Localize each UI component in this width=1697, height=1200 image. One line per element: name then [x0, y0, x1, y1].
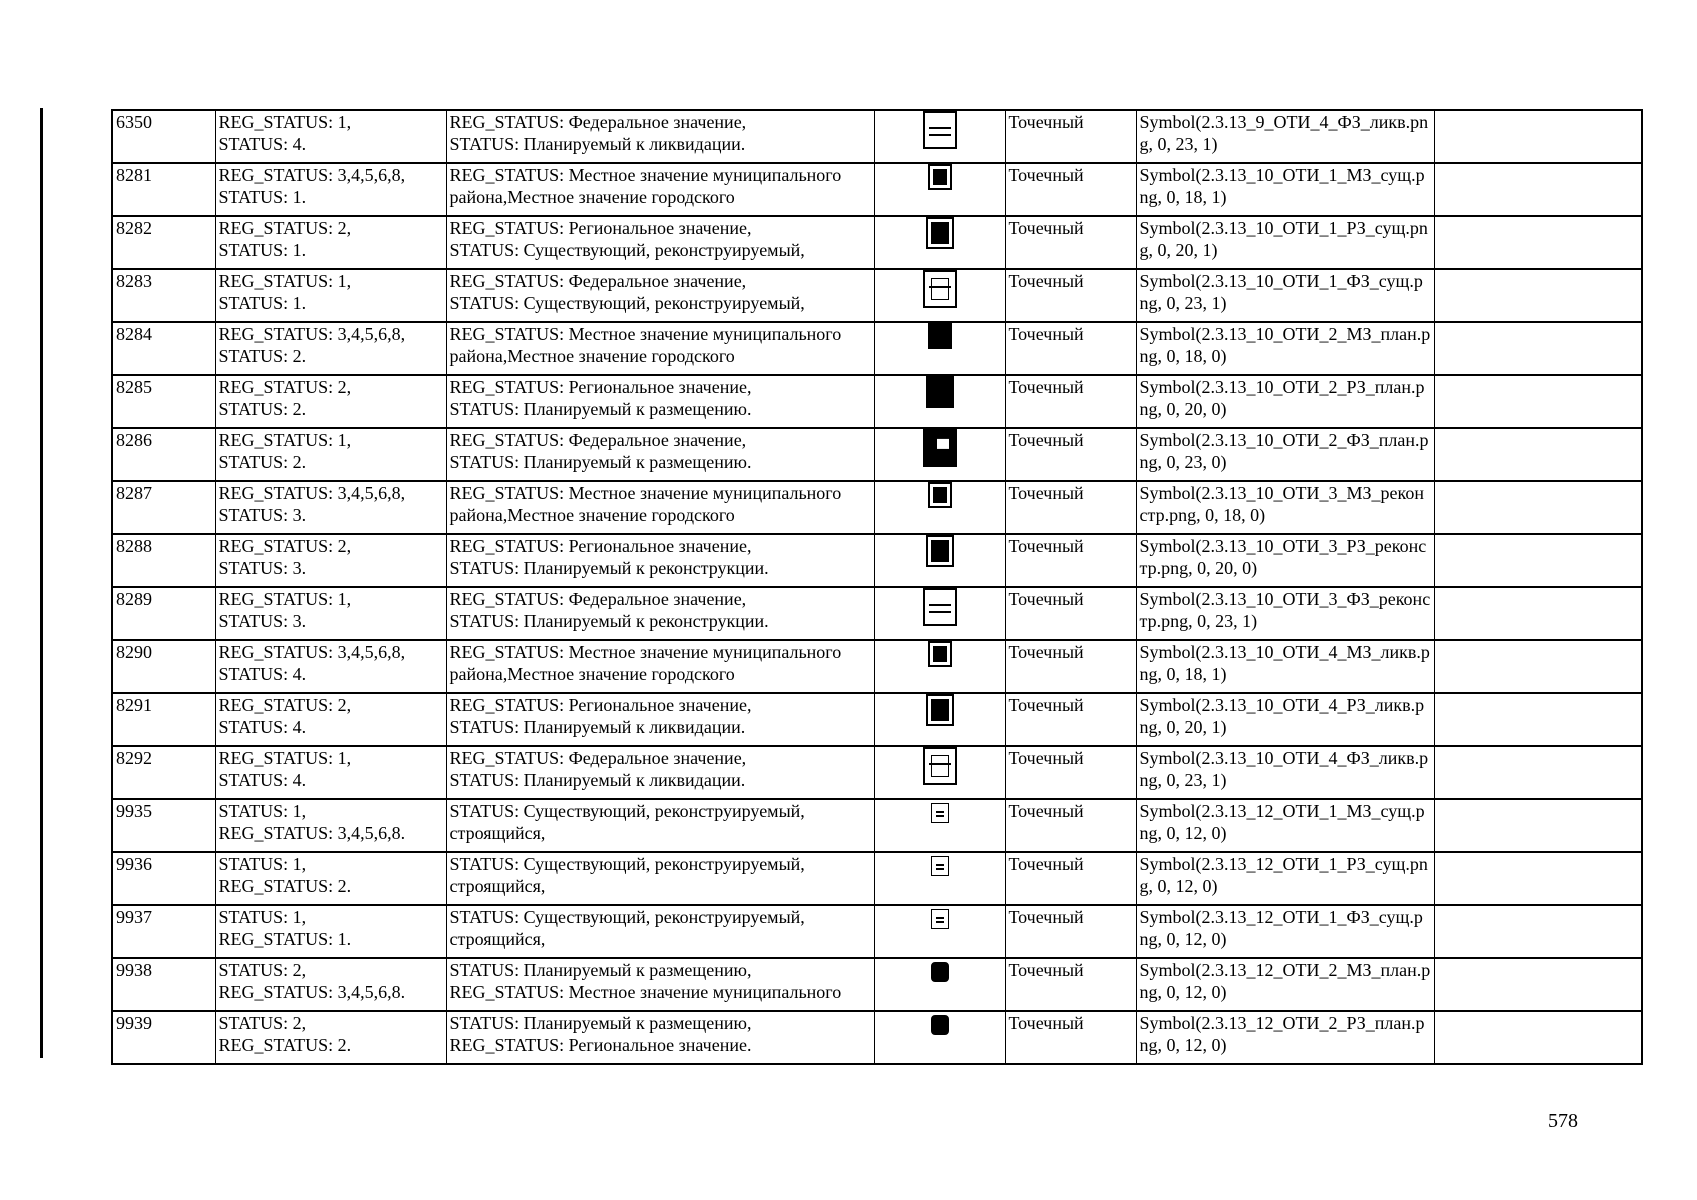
symbol-style-cell: Symbol(2.3.13_10_ОТИ_4_МЗ_ликв.png, 0, 18, 1) — [1136, 640, 1434, 693]
geometry-type-cell: Точечный — [1005, 481, 1136, 534]
table-row — [112, 746, 1642, 799]
small-regional-planned-symbol-icon — [931, 1015, 949, 1035]
symbol-cell — [874, 110, 1005, 163]
note-cell — [1434, 1011, 1642, 1064]
geometry-type-cell: Точечный — [1005, 905, 1136, 958]
symbol-cell — [874, 322, 1005, 375]
geometry-type-cell: Точечный — [1005, 110, 1136, 163]
note-cell — [1434, 481, 1642, 534]
geometry-type-cell: Точечный — [1005, 852, 1136, 905]
status-code-cell: STATUS: 1, REG_STATUS: 3,4,5,6,8. — [215, 799, 446, 852]
table-row — [112, 905, 1642, 958]
status-description-cell: REG_STATUS: Федеральное значение, STATUS: Планируемый к ликвидации. — [446, 746, 874, 799]
note-cell — [1434, 958, 1642, 1011]
symbol-style-cell: Symbol(2.3.13_10_ОТИ_2_РЗ_план.png, 0, 20, 0) — [1136, 375, 1434, 428]
small-federal-existing-symbol-icon — [931, 909, 949, 929]
note-cell — [1434, 587, 1642, 640]
status-code-cell: REG_STATUS: 1, STATUS: 4. — [215, 746, 446, 799]
note-cell — [1434, 640, 1642, 693]
table-row — [112, 958, 1642, 1011]
symbol-style-cell: Symbol(2.3.13_12_ОТИ_1_МЗ_сущ.png, 0, 12, 0) — [1136, 799, 1434, 852]
geometry-type-cell: Точечный — [1005, 746, 1136, 799]
row-id-cell: 8285 — [112, 375, 215, 428]
status-code-cell: REG_STATUS: 3,4,5,6,8, STATUS: 3. — [215, 481, 446, 534]
status-description-cell: STATUS: Существующий, реконструируемый, строящийся, — [446, 852, 874, 905]
symbol-style-cell: Symbol(2.3.13_10_ОТИ_3_РЗ_реконстр.png, 0, 20, 0) — [1136, 534, 1434, 587]
status-description-cell: REG_STATUS: Местное значение муниципального района,Местное значение городского — [446, 481, 874, 534]
status-description-cell: STATUS: Планируемый к размещению, REG_STATUS: Местное значение муниципального — [446, 958, 874, 1011]
symbol-cell — [874, 905, 1005, 958]
symbol-style-cell: Symbol(2.3.13_9_ОТИ_4_ФЗ_ликв.png, 0, 23, 1) — [1136, 110, 1434, 163]
status-code-cell: REG_STATUS: 1, STATUS: 2. — [215, 428, 446, 481]
geometry-type-cell: Точечный — [1005, 799, 1136, 852]
geometry-type-cell: Точечный — [1005, 958, 1136, 1011]
status-description-cell: STATUS: Существующий, реконструируемый, строящийся, — [446, 799, 874, 852]
note-cell — [1434, 375, 1642, 428]
row-id-cell: 8282 — [112, 216, 215, 269]
table-row — [112, 852, 1642, 905]
status-description-cell: REG_STATUS: Федеральное значение, STATUS: Планируемый к размещению. — [446, 428, 874, 481]
table-row — [112, 1011, 1642, 1064]
status-description-cell: REG_STATUS: Местное значение муниципального района,Местное значение городского — [446, 163, 874, 216]
table-row — [112, 428, 1642, 481]
table-row — [112, 322, 1642, 375]
local-planned-symbol-icon — [928, 323, 952, 349]
row-id-cell: 6350 — [112, 110, 215, 163]
geometry-type-cell: Точечный — [1005, 428, 1136, 481]
table-row — [112, 163, 1642, 216]
symbol-style-cell: Symbol(2.3.13_10_ОТИ_1_МЗ_сущ.png, 0, 18, 1) — [1136, 163, 1434, 216]
status-description-cell: REG_STATUS: Местное значение муниципального района,Местное значение городского — [446, 640, 874, 693]
regional-liquidation-symbol-icon — [926, 694, 954, 726]
status-code-cell: REG_STATUS: 1, STATUS: 1. — [215, 269, 446, 322]
symbol-style-cell: Symbol(2.3.13_10_ОТИ_4_ФЗ_ликв.png, 0, 23, 1) — [1136, 746, 1434, 799]
note-cell — [1434, 746, 1642, 799]
row-id-cell: 8281 — [112, 163, 215, 216]
symbol-cell — [874, 587, 1005, 640]
symbol-style-cell: Symbol(2.3.13_10_ОТИ_2_МЗ_план.png, 0, 18, 0) — [1136, 322, 1434, 375]
symbol-cell — [874, 375, 1005, 428]
status-code-cell: STATUS: 2, REG_STATUS: 3,4,5,6,8. — [215, 958, 446, 1011]
small-local-existing-symbol-icon — [931, 803, 949, 823]
status-description-cell: REG_STATUS: Местное значение муниципального района,Местное значение городского — [446, 322, 874, 375]
status-code-cell: REG_STATUS: 3,4,5,6,8, STATUS: 1. — [215, 163, 446, 216]
note-cell — [1434, 852, 1642, 905]
geometry-type-cell: Точечный — [1005, 322, 1136, 375]
table-row — [112, 110, 1642, 163]
note-cell — [1434, 799, 1642, 852]
status-code-cell: REG_STATUS: 3,4,5,6,8, STATUS: 4. — [215, 640, 446, 693]
table-row — [112, 693, 1642, 746]
symbol-style-cell: Symbol(2.3.13_10_ОТИ_3_МЗ_реконстр.png, 0, 18, 0) — [1136, 481, 1434, 534]
regional-reconstruction-symbol-icon — [926, 535, 954, 567]
status-code-cell: REG_STATUS: 2, STATUS: 4. — [215, 693, 446, 746]
symbol-cell — [874, 163, 1005, 216]
symbol-cell — [874, 640, 1005, 693]
symbol-cell — [874, 269, 1005, 322]
status-description-cell: REG_STATUS: Региональное значение, STATUS: Планируемый к ликвидации. — [446, 693, 874, 746]
symbol-style-cell: Symbol(2.3.13_12_ОТИ_1_ФЗ_сущ.png, 0, 12, 0) — [1136, 905, 1434, 958]
symbol-cell — [874, 481, 1005, 534]
row-id-cell: 9939 — [112, 1011, 215, 1064]
status-description-cell: REG_STATUS: Федеральное значение, STATUS: Существующий, реконструируемый, — [446, 269, 874, 322]
status-description-cell: STATUS: Планируемый к размещению, REG_STATUS: Региональное значение. — [446, 1011, 874, 1064]
row-id-cell: 8291 — [112, 693, 215, 746]
row-id-cell: 8288 — [112, 534, 215, 587]
status-description-cell: REG_STATUS: Федеральное значение, STATUS: Планируемый к реконструкции. — [446, 587, 874, 640]
status-code-cell: REG_STATUS: 1, STATUS: 3. — [215, 587, 446, 640]
symbol-style-cell: Symbol(2.3.13_12_ОТИ_2_РЗ_план.png, 0, 12, 0) — [1136, 1011, 1434, 1064]
row-id-cell: 9935 — [112, 799, 215, 852]
geometry-type-cell: Точечный — [1005, 163, 1136, 216]
geometry-type-cell: Точечный — [1005, 640, 1136, 693]
note-cell — [1434, 428, 1642, 481]
status-code-cell: REG_STATUS: 2, STATUS: 1. — [215, 216, 446, 269]
table-row — [112, 640, 1642, 693]
status-description-cell: REG_STATUS: Региональное значение, STATUS: Планируемый к размещению. — [446, 375, 874, 428]
symbol-cell — [874, 852, 1005, 905]
table-row — [112, 269, 1642, 322]
symbol-style-cell: Symbol(2.3.13_10_ОТИ_4_РЗ_ликв.png, 0, 20, 1) — [1136, 693, 1434, 746]
symbol-style-cell: Symbol(2.3.13_10_ОТИ_1_ФЗ_сущ.png, 0, 23, 1) — [1136, 269, 1434, 322]
status-code-cell: REG_STATUS: 2, STATUS: 3. — [215, 534, 446, 587]
geometry-type-cell: Точечный — [1005, 693, 1136, 746]
row-id-cell: 8283 — [112, 269, 215, 322]
note-cell — [1434, 693, 1642, 746]
symbol-style-cell: Symbol(2.3.13_12_ОТИ_2_МЗ_план.png, 0, 12, 0) — [1136, 958, 1434, 1011]
row-id-cell: 8286 — [112, 428, 215, 481]
note-cell — [1434, 216, 1642, 269]
row-id-cell: 8290 — [112, 640, 215, 693]
status-description-cell: REG_STATUS: Федеральное значение, STATUS: Планируемый к ликвидации. — [446, 110, 874, 163]
page-number: 578 — [1548, 1110, 1578, 1132]
regional-existing-symbol-icon — [926, 217, 954, 249]
status-description-cell: STATUS: Существующий, реконструируемый, строящийся, — [446, 905, 874, 958]
left-margin-line — [40, 108, 43, 1058]
row-id-cell: 8287 — [112, 481, 215, 534]
note-cell — [1434, 163, 1642, 216]
note-cell — [1434, 269, 1642, 322]
local-reconstruction-symbol-icon — [928, 482, 952, 508]
status-code-cell: STATUS: 2, REG_STATUS: 2. — [215, 1011, 446, 1064]
status-description-cell: REG_STATUS: Региональное значение, STATUS: Планируемый к реконструкции. — [446, 534, 874, 587]
table-row — [112, 216, 1642, 269]
geometry-type-cell: Точечный — [1005, 375, 1136, 428]
symbol-cell — [874, 216, 1005, 269]
federal-liquidation-symbol-icon — [923, 747, 957, 785]
note-cell — [1434, 534, 1642, 587]
symbol-cell — [874, 428, 1005, 481]
geometry-type-cell: Точечный — [1005, 534, 1136, 587]
status-code-cell: REG_STATUS: 1, STATUS: 4. — [215, 110, 446, 163]
symbol-table — [111, 109, 1643, 1065]
row-id-cell: 9938 — [112, 958, 215, 1011]
row-id-cell: 8289 — [112, 587, 215, 640]
geometry-type-cell: Точечный — [1005, 1011, 1136, 1064]
symbol-style-cell: Symbol(2.3.13_10_ОТИ_1_РЗ_сущ.png, 0, 20, 1) — [1136, 216, 1434, 269]
geometry-type-cell: Точечный — [1005, 269, 1136, 322]
symbol-cell — [874, 693, 1005, 746]
symbol-style-cell: Symbol(2.3.13_10_ОТИ_2_ФЗ_план.png, 0, 23, 0) — [1136, 428, 1434, 481]
small-regional-existing-symbol-icon — [931, 856, 949, 876]
local-liquidation-symbol-icon — [928, 641, 952, 667]
status-code-cell: STATUS: 1, REG_STATUS: 2. — [215, 852, 446, 905]
table-row — [112, 375, 1642, 428]
local-existing-symbol-icon — [928, 164, 952, 190]
status-code-cell: REG_STATUS: 2, STATUS: 2. — [215, 375, 446, 428]
geometry-type-cell: Точечный — [1005, 587, 1136, 640]
note-cell — [1434, 905, 1642, 958]
small-local-planned-symbol-icon — [931, 962, 949, 982]
row-id-cell: 8284 — [112, 322, 215, 375]
symbol-cell — [874, 958, 1005, 1011]
federal-planned-symbol-icon — [923, 429, 957, 467]
symbol-cell — [874, 534, 1005, 587]
row-id-cell: 8292 — [112, 746, 215, 799]
status-description-cell: REG_STATUS: Региональное значение, STATUS: Существующий, реконструируемый, — [446, 216, 874, 269]
symbol-cell — [874, 799, 1005, 852]
row-id-cell: 9937 — [112, 905, 215, 958]
note-cell — [1434, 322, 1642, 375]
table-row — [112, 799, 1642, 852]
federal-existing-symbol-icon — [923, 270, 957, 308]
table-row — [112, 534, 1642, 587]
symbol-cell — [874, 1011, 1005, 1064]
geometry-type-cell: Точечный — [1005, 216, 1136, 269]
status-code-cell: STATUS: 1, REG_STATUS: 1. — [215, 905, 446, 958]
row-id-cell: 9936 — [112, 852, 215, 905]
table-row — [112, 481, 1642, 534]
regional-planned-symbol-icon — [926, 376, 954, 408]
note-cell — [1434, 110, 1642, 163]
federal-liquidation-symbol-icon — [923, 111, 957, 149]
symbol-cell — [874, 746, 1005, 799]
table-row — [112, 587, 1642, 640]
status-code-cell: REG_STATUS: 3,4,5,6,8, STATUS: 2. — [215, 322, 446, 375]
symbol-style-cell: Symbol(2.3.13_12_ОТИ_1_РЗ_сущ.png, 0, 12, 0) — [1136, 852, 1434, 905]
federal-reconstruction-symbol-icon — [923, 588, 957, 626]
symbol-style-cell: Symbol(2.3.13_10_ОТИ_3_ФЗ_реконстр.png, 0, 23, 1) — [1136, 587, 1434, 640]
